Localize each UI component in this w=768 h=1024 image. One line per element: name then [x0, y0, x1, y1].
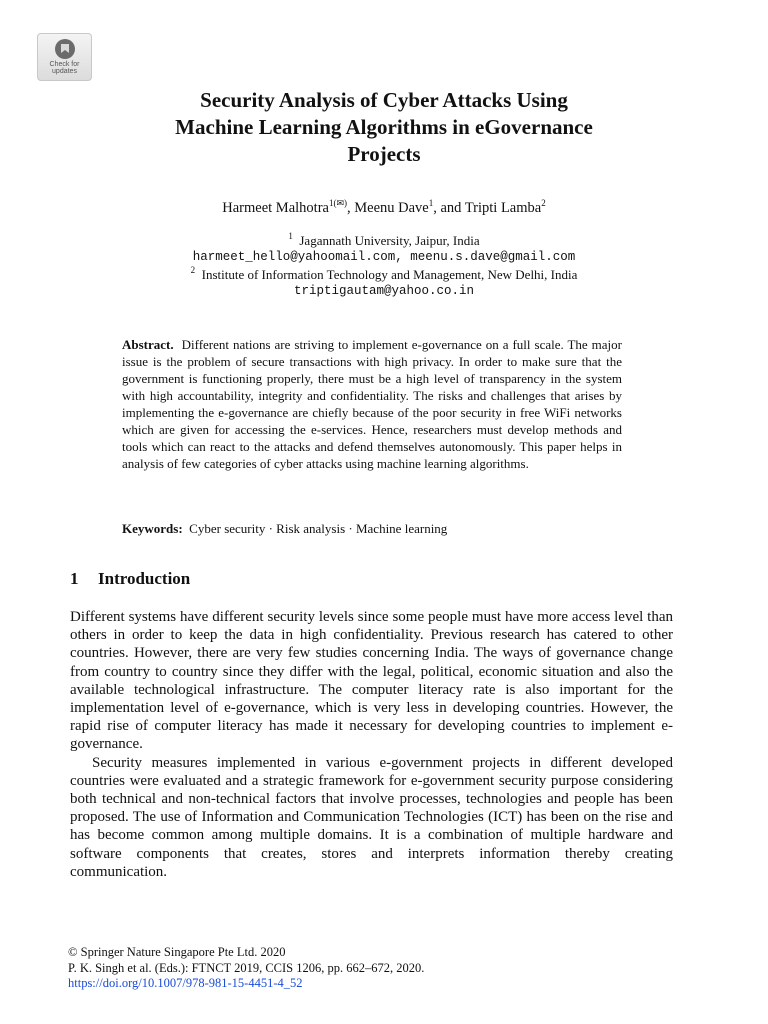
author-affiliation-mark: 1: [428, 198, 434, 208]
check-for-updates-icon: [54, 38, 76, 60]
author-affiliation-mark: 1(✉): [328, 198, 348, 208]
keywords-label: Keywords:: [122, 521, 183, 536]
check-for-updates-badge[interactable]: [37, 33, 92, 81]
footer: [68, 945, 424, 992]
affiliation-2-email[interactable]: triptigautam@yahoo.co.in: [293, 284, 475, 298]
abstract: [122, 336, 622, 472]
paragraph: Security measures implemented in various e-government projects in different developed countries were evaluated and a strategic framework for e-government security purpose considering both technical and non-technical factors that involve processes, technologies and people has been proposed. The use of Information and Communication Technologies (ICT) has been on the rise and has become common among multiple domains. It is a combination of multiple hardware and software components that creates, stores and interprets information thereby creating communication.: [70, 754, 673, 880]
section-title: Introduction: [98, 569, 191, 588]
section-number: 1: [70, 569, 79, 588]
author-name: Tripti Lamba: [464, 200, 542, 216]
affiliation-2: $^2$ Institute of Information Technology and Management, New Delhi, India: [190, 265, 578, 282]
keywords-list: Cyber security · Risk analysis · Machine learning: [189, 521, 448, 536]
copyright: © Springer Nature Singapore Pte Ltd. 2020: [68, 945, 286, 959]
author-list: Harmeet Malhotra$^{1(✉)}$, Meenu Dave$^1$, and Tripti Lamba$^2$: [222, 198, 546, 216]
affiliations: [60, 232, 708, 300]
title-line-1: Security Analysis of Cyber Attacks Using: [200, 88, 568, 112]
doi-link[interactable]: https://doi.org/10.1007/978-981-15-4451-4_52: [68, 976, 303, 990]
keywords: [122, 521, 622, 537]
section-heading: [70, 569, 190, 589]
author-name: Meenu Dave: [354, 200, 429, 216]
title-line-3: Projects: [347, 142, 421, 166]
abstract-label: Abstract.: [122, 337, 174, 352]
body-text: [70, 608, 673, 881]
author-affiliation-mark: 2: [541, 198, 546, 208]
title-line-2: Machine Learning Algorithms in eGovernance: [175, 115, 593, 139]
badge-label: Check for updates: [49, 61, 80, 75]
author-name: Harmeet Malhotra: [222, 200, 329, 216]
affiliation-1-emails[interactable]: harmeet_hello@yahoomail.com, meenu.s.dave@gmail.com: [192, 250, 576, 264]
paper-title: [60, 87, 708, 168]
citation: P. K. Singh et al. (Eds.): FTNCT 2019, CCIS 1206, pp. 662–672, 2020.: [68, 960, 425, 975]
abstract-text: Different nations are striving to implement e-governance on a full scale. The major issue is the problem of secure transactions with high privacy. In order to make sure that the government is functioning properly, there must be a high level of transparency in the system with high accountability, integrity and confidentiality. The risks and challenges that arises by implementing the e-governance are chiefly because of the poor security in free WiFi networks which are given for accessing the e-services. Hence, researchers must develop methods and tools which can react to the attacks and defend themselves autonomously. This paper helps in analysis of few categories of cyber attacks using machine learning algorithms.: [122, 337, 623, 471]
affiliation-1: $^1$ Jagannath University, Jaipur, India: [288, 231, 480, 248]
paragraph: Different systems have different security levels since some people must have more access level than others in order to keep the data in high confidentiality. Previous research has catered to other countries. However, there are very few studies concerning India. The ways of governance change from country to country since they differ with the legal, political, economic situation and also the available technological infrastructure. The computer literacy rate is also important for the implementation level of e-governance, which is very less in developing countries. However, the rapid rise of computer literacy has made it necessary for developing countries to implement e-governance.: [70, 609, 673, 753]
